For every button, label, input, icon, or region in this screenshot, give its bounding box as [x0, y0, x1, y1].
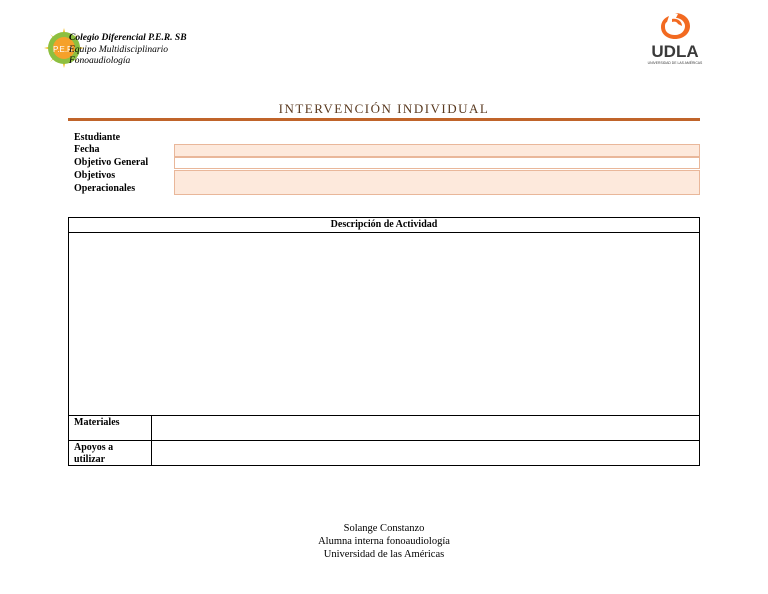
- objetivos-operacionales-label: [74, 169, 135, 195]
- activity-table: [68, 217, 700, 466]
- fecha-field[interactable]: [174, 144, 700, 157]
- badge-text: P.E.R.: [52, 45, 76, 54]
- objetivo-general-field[interactable]: [174, 157, 700, 169]
- author-name: Solange Constanzo: [343, 523, 425, 534]
- apoyos-field[interactable]: [153, 441, 699, 465]
- objetivos-label-line1: Objetivos: [74, 170, 116, 181]
- author-institution: Universidad de las Américas: [323, 549, 445, 560]
- school-logo: [44, 28, 187, 72]
- school-name: Colegio Diferencial P.E.R. SB: [69, 33, 187, 43]
- university-logo: [644, 10, 706, 66]
- title-divider: [68, 118, 700, 121]
- materiales-label: Materiales: [69, 416, 152, 440]
- apoyos-label-line1: Apoyos a: [74, 442, 114, 453]
- apoyos-row: [69, 440, 699, 465]
- estudiante-label: Estudiante: [74, 132, 121, 143]
- author-role: Alumna interna fonoaudiología: [318, 536, 450, 547]
- activity-header: Descripción de Actividad: [69, 218, 699, 233]
- apoyos-label-line2: utilizar: [74, 454, 106, 465]
- activity-description-area[interactable]: [69, 233, 699, 415]
- school-department: Fonoaudiología: [69, 56, 131, 66]
- school-team: Equipo Multidisciplinario: [69, 44, 168, 55]
- udla-subtitle: UNIVERSIDAD DE LAS AMÉRICAS: [647, 61, 703, 65]
- school-info: [69, 33, 187, 68]
- objetivos-label-line2: Operacionales: [74, 183, 136, 194]
- apoyos-label: [69, 441, 152, 465]
- udla-wordmark: UDLA: [651, 42, 699, 61]
- materiales-field[interactable]: [153, 416, 699, 440]
- fecha-label: Fecha: [74, 144, 100, 155]
- materiales-row: [69, 415, 699, 440]
- objetivos-operacionales-field[interactable]: [174, 170, 700, 195]
- udla-emblem-icon: [661, 13, 690, 39]
- signature-block: [0, 522, 768, 561]
- objetivo-general-label: Objetivo General: [74, 157, 149, 168]
- page-title: INTERVENCIÓN INDIVIDUAL: [278, 101, 490, 116]
